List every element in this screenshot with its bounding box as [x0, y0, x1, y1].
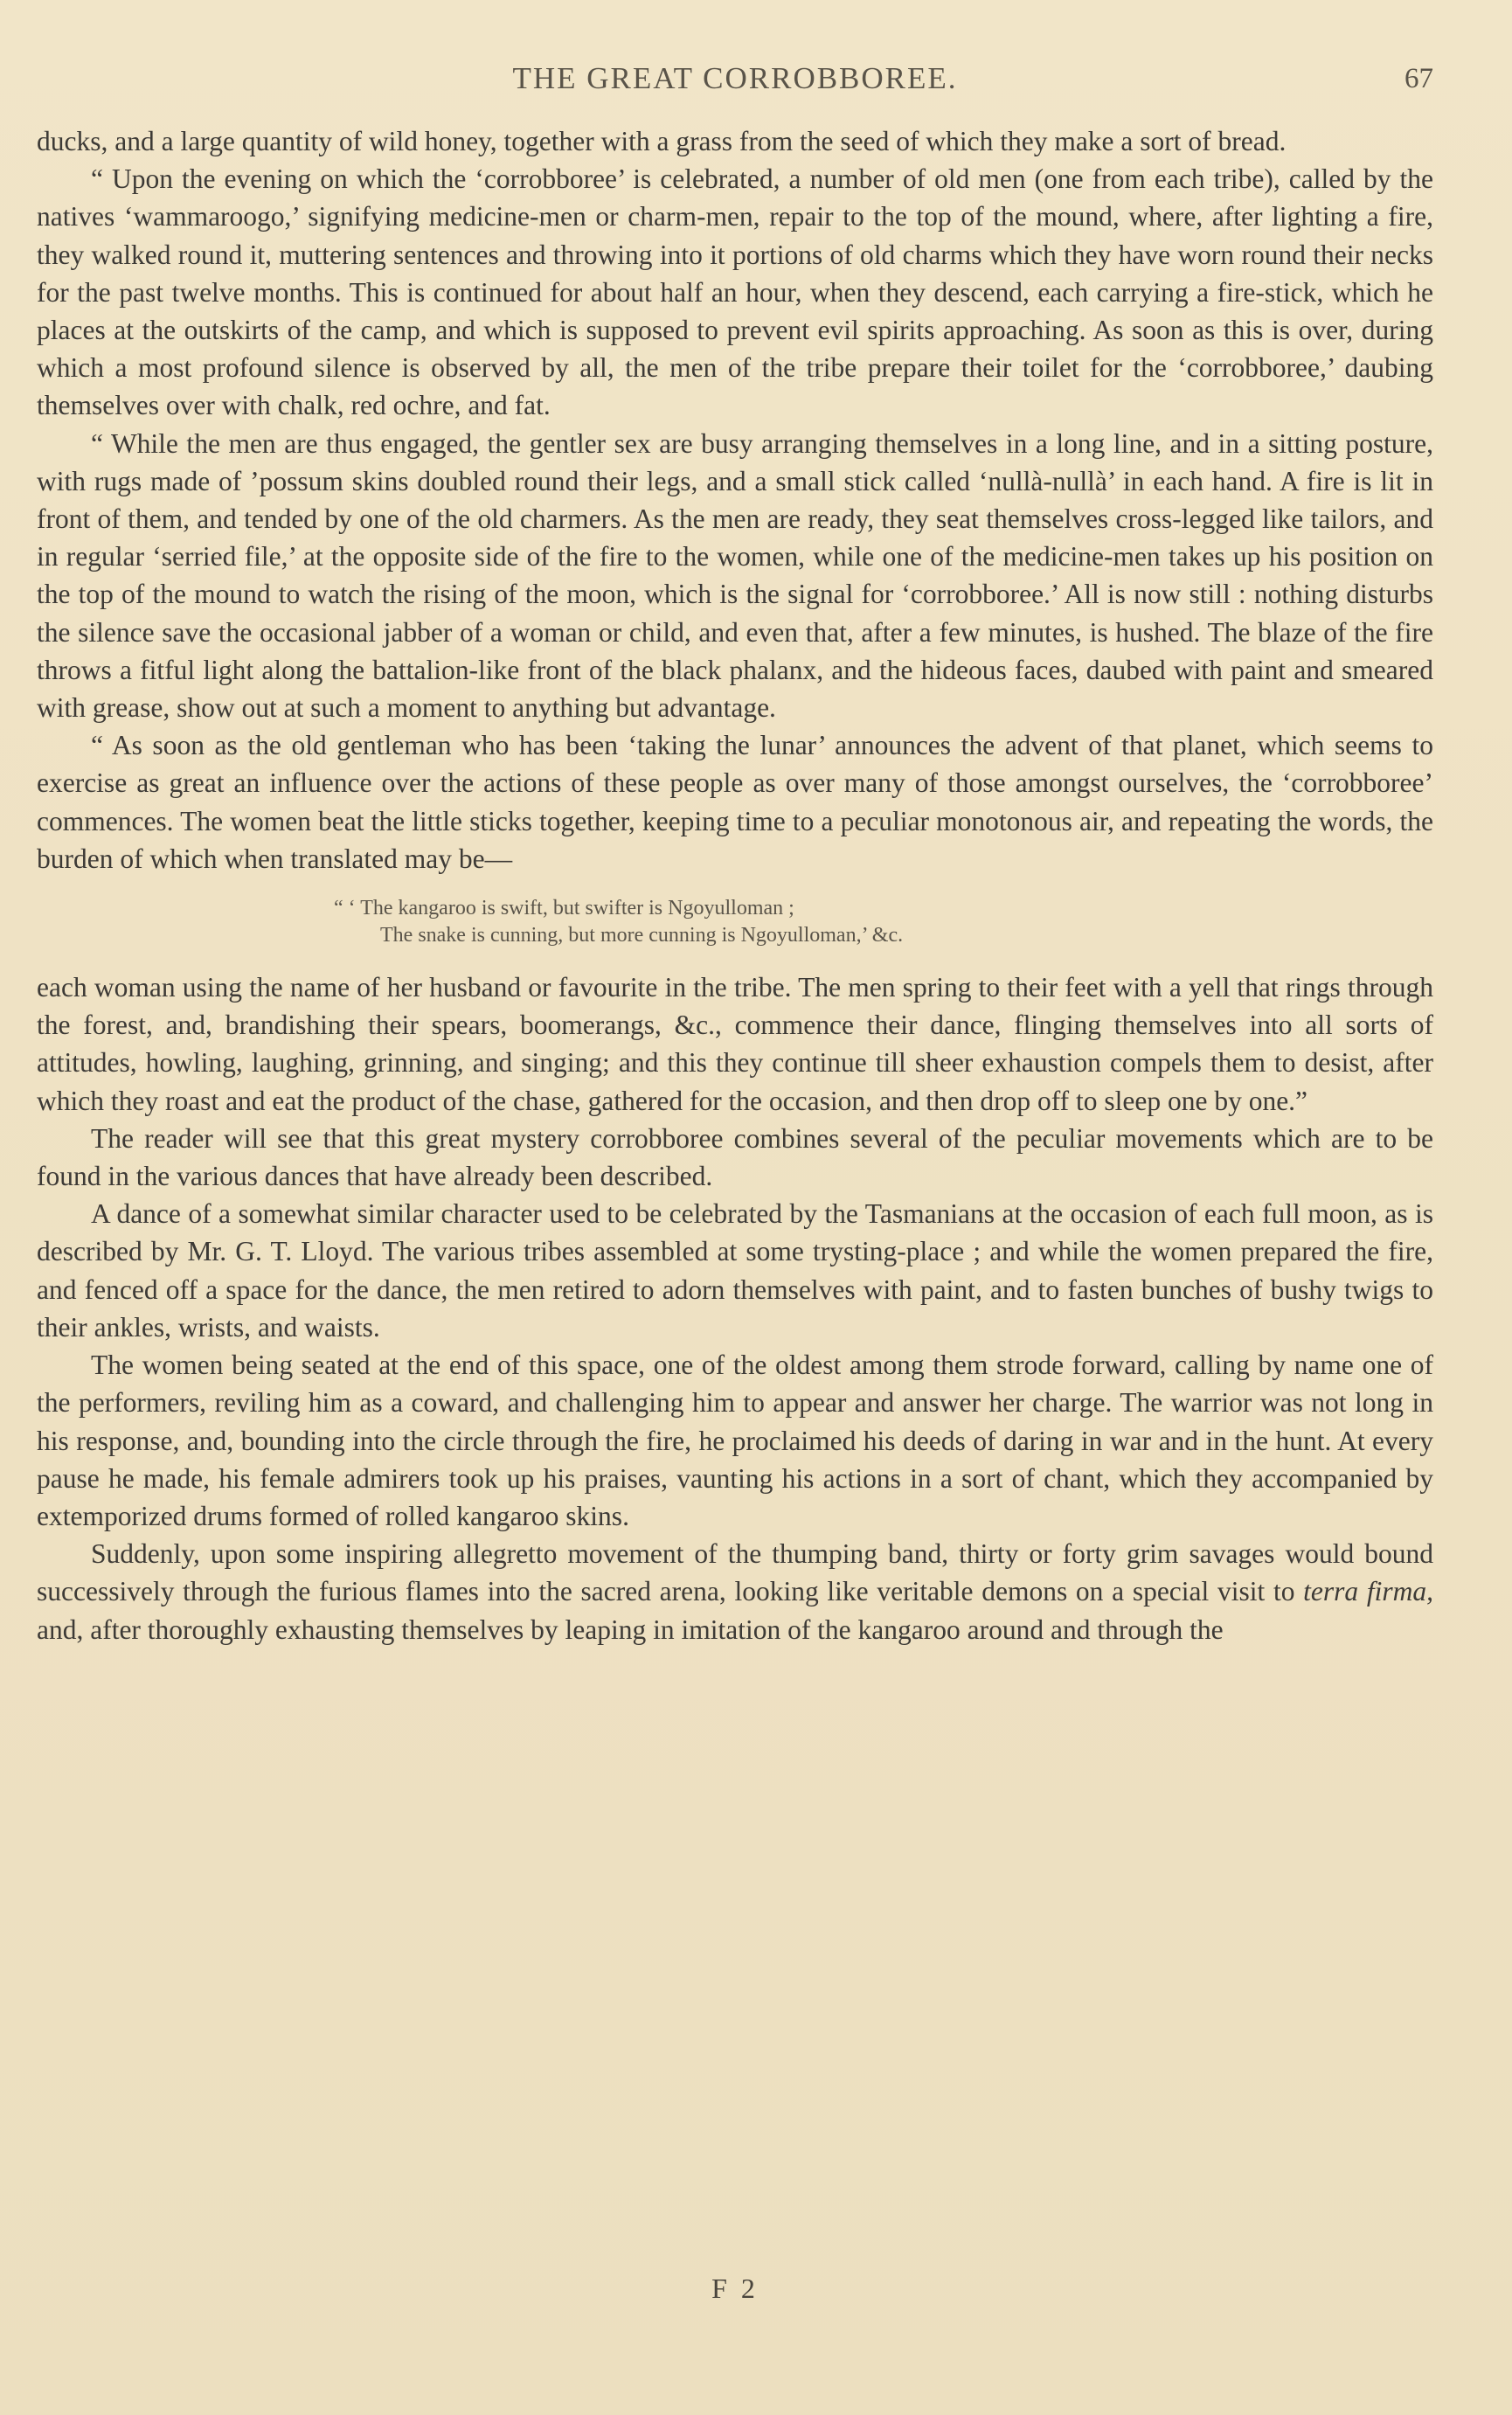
book-page: [37, 61, 1433, 2369]
page-header: [37, 61, 1433, 122]
verse-line: “ ‘ The kangaroo is swift, but swifter is Ngoyulloman ;: [334, 897, 794, 920]
paragraph: The women being seated at the end of this space, one of the oldest among them strode forward, calling by name one of the performers, reviling him as a coward, and challenging him to appear and answer her charge. The warrior was not long in his response, and, bounding into the circle through the fire, he proclaimed his deeds of daring in war and in the hunt. At every pause he made, his female admirers took up his praises, vaunting his actions in a sort of chant, which they accompanied by extemporized drums formed of rolled kangaroo skins.: [37, 1350, 1433, 1531]
paragraph: A dance of a somewhat similar character used to be celebrated by the Tasmanians at the occasion of each full moon, as is described by Mr. G. T. Lloyd. The various tribes assembled at some trysting-place ; and while the women prepared the fire, and fenced off a space for the dance, the men retired to adorn themselves with paint, and to fasten bunches of bushy twigs to their ankles, wrists, and waists.: [37, 1198, 1433, 1343]
paragraph: “ As soon as the old gentleman who has been ‘taking the lunar’ announces the advent of that planet, which seems to exercise as great an influence over the actions of these people as over many of those amongst ourselves, the ‘corrobboree’ commences. The women beat the little sticks together, keeping time to a peculiar monotonous air, and repeating the words, the burden of which when translated may be—: [37, 730, 1433, 874]
body-text: [37, 122, 1433, 1648]
paragraph-continuation: each woman using the name of her husband or favourite in the tribe. The men spring to their feet with a yell that rings through the forest, and, brandishing their spears, boomerangs, &c., commence their dance, flinging themselves into all sorts of attitudes, howling, laughing, grinning, and singing; and this they continue till sheer exhaustion compels them to desist, after which they roast and eat the product of the chase, gathered for the occasion, and then drop off to sleep one by one.”: [37, 972, 1433, 1116]
verse-quotation: [37, 895, 1433, 949]
page-number: 67: [1404, 63, 1433, 94]
running-head: THE GREAT CORROBBOREE.: [512, 61, 958, 95]
paragraph-text: and, after thoroughly exhausting themselves by leaping in imitation of the kangaroo around and through the: [37, 1613, 1224, 1645]
paragraph: “ Upon the evening on which the ‘corrobboree’ is celebrated, a number of old men (one from each tribe), called by the natives ‘wammaroogo,’ signifying medicine-men or charm-men, repair to the top of the mound, where, after lighting a fire, they walked round it, muttering sentences and throwing into it portions of old charms which they have worn round their necks for the past twelve months. This is continued for about half an hour, when they descend, each carrying a fire-stick, which he places at the outskirts of the camp, and which is supposed to prevent evil spirits approaching. As soon as this is over, during which a most profound silence is observed by all, the men of the tribe prepare their toilet for the ‘corrobboree,’ daubing themselves over with chalk, red ochre, and fat.: [37, 163, 1433, 421]
paragraph: The reader will see that this great mystery corrobboree combines several of the peculiar movements which are to be found in the various dances that have already been described.: [37, 1122, 1433, 1192]
paragraph-continuation: ducks, and a large quantity of wild honey, together with a grass from the seed of which they make a sort of bread.: [37, 126, 1287, 156]
italic-phrase: terra firma,: [1303, 1576, 1433, 1607]
verse-line: The snake is cunning, but more cunning is Ngoyulloman,’ &c.: [380, 924, 904, 947]
paragraph: “ While the men are thus engaged, the gentler sex are busy arranging themselves in a long line, and in a sitting posture, with rugs made of ’possum skins doubled round their legs, and a small stick called ‘nullà-nullà’ in each hand. A fire is lit in front of them, and tended by one of the old charmers. As the men are ready, they seat themselves cross-legged like tailors, and in regular ‘serried file,’ at the opposite side of the fire to the women, while one of the medicine-men takes up his position on the top of the mound to watch the rising of the moon, which is the signal for ‘corrobboree.’ All is now still : nothing disturbs the silence save the occasional jabber of a woman or child, and even that, after a few minutes, is hushed. The blaze of the fire throws a fitful light along the battalion-like front of the black phalanx, and the hideous faces, daubed with paint and smeared with grease, show out at such a moment to anything but advantage.: [37, 427, 1433, 724]
signature-mark: F 2: [711, 2273, 759, 2304]
paragraph-text: Suddenly, upon some inspiring allegretto movement of the thumping band, thirty or forty grim savages would bound successively through the furious flames into the sacred arena, looking like veritable demons on a special visit to: [37, 1538, 1433, 1607]
paragraph: [37, 1535, 1433, 1648]
